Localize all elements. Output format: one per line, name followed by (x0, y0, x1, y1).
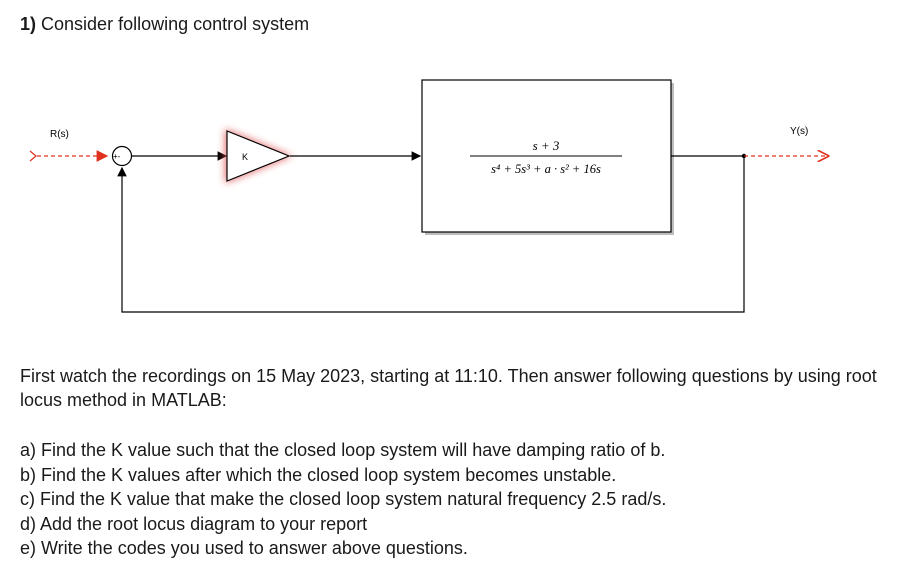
tf-denominator: s⁴ + 5s³ + a · s² + 16s (491, 162, 601, 176)
input-port-icon (30, 151, 36, 161)
tf-numerator: s + 3 (532, 138, 560, 153)
question-number: 1) (20, 14, 37, 34)
sum-signs: +- (113, 152, 121, 161)
question-c: c) Find the K value that make the closed loop system natural frequency 2.5 rad/s. (20, 489, 667, 509)
block-diagram (0, 60, 923, 330)
instructions-paragraph: First watch the recordings on 15 May 2023, starting at 11:10. Then answer following questions by using root locus method in MATLAB: (20, 366, 877, 410)
output-label: Y(s) (790, 126, 809, 137)
question-title: Consider following control system (41, 14, 310, 34)
question-d: d) Add the root locus diagram to your report (20, 513, 368, 534)
gain-block (227, 131, 289, 181)
question-list (20, 438, 900, 561)
question-a: a) Find the K value such that the closed loop system will have damping ratio of b. (20, 440, 666, 460)
question-b: b) Find the K values after which the closed loop system becomes unstable. (20, 464, 617, 485)
gain-label: K (242, 152, 249, 162)
question-heading (20, 14, 309, 35)
input-label: R(s) (50, 129, 69, 140)
question-e: e) Write the codes you used to answer above questions. (20, 538, 468, 558)
